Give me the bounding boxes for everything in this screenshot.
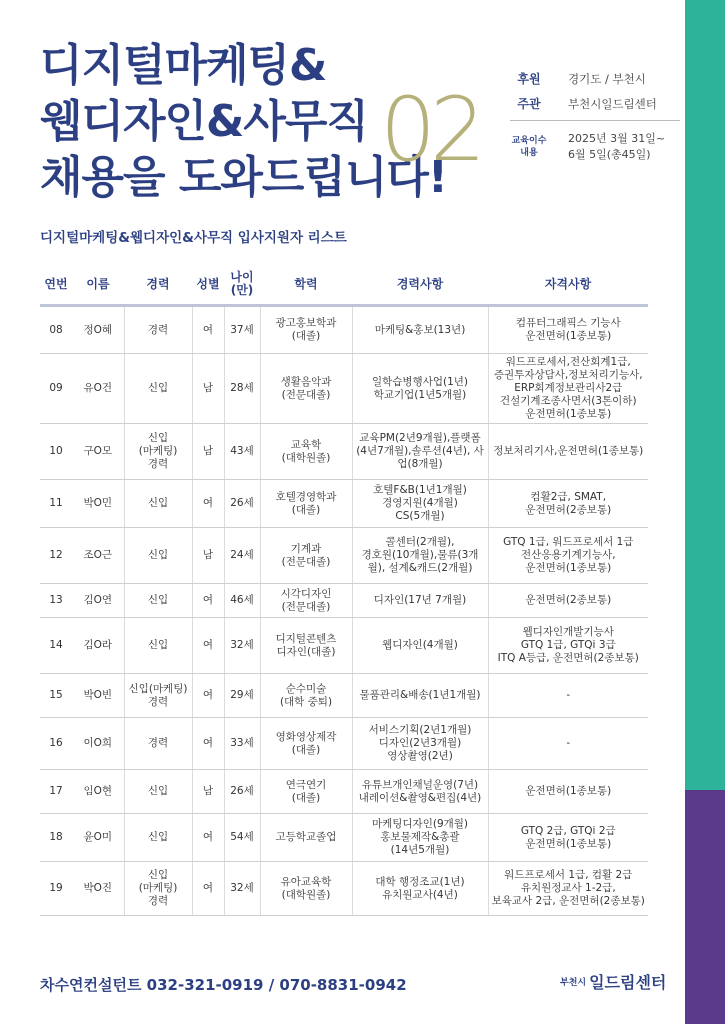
period-value	[548, 131, 680, 163]
cell-experience-line: 교육PM(2년9개월),플랫폼	[359, 432, 481, 444]
cell-education	[260, 814, 352, 862]
cell-education-line: (대졸)	[291, 503, 321, 516]
side-bar-purple	[685, 790, 725, 1024]
cell-experience-line: 웹디자인(4개월)	[382, 639, 458, 651]
cell-experience-line: 대학 행정조교(1년)	[375, 875, 465, 888]
cell-experience-line: 일학습병행사업(1년)	[371, 375, 469, 388]
table-row	[40, 618, 648, 674]
logo-city: 부천시	[560, 978, 587, 988]
issue-number: 02	[380, 78, 480, 181]
cell-experience-line: (4년7개월),솔루션(4년), 사	[356, 445, 484, 457]
sponsor-label: 후원	[517, 72, 541, 86]
cell-education	[260, 584, 352, 618]
cell-certs-line: 컴활2급, SMAT,	[530, 490, 607, 503]
cell-gender: 여	[192, 718, 224, 770]
cell-education-line: (전문대졸)	[281, 388, 331, 401]
table-body	[40, 306, 648, 916]
header-certs: 자격사항	[488, 264, 648, 306]
cell-career-line: 신입	[147, 831, 169, 843]
cell-experience	[352, 528, 488, 584]
logo-name: 일드림센터	[589, 973, 667, 992]
cell-no: 19	[40, 862, 72, 916]
cell-name: 임O현	[72, 770, 124, 814]
table-row	[40, 584, 648, 618]
cell-gender: 여	[192, 480, 224, 528]
cell-career-line: 경력	[147, 895, 169, 907]
cell-name: 박O진	[72, 862, 124, 916]
cell-education-line: 연극연기	[285, 778, 327, 791]
cell-certs	[488, 424, 648, 480]
cell-career	[124, 618, 192, 674]
cell-career-line: 경력	[147, 323, 169, 336]
cell-experience-line: 홍보물제작&총괄	[380, 831, 460, 843]
cell-experience	[352, 674, 488, 718]
cell-certs-line: 유치원정교사 1-2급,	[520, 882, 616, 894]
title-line-2: 웹디자인&사무직	[40, 96, 368, 147]
table-row	[40, 814, 648, 862]
cell-name: 조O근	[72, 528, 124, 584]
cell-education	[260, 718, 352, 770]
cell-experience-line: 유튜브개인채널운영(7년)	[361, 778, 479, 791]
cell-certs-line: 증권투자상담사,정보처리기능사,	[493, 369, 643, 381]
cell-gender: 여	[192, 862, 224, 916]
cell-experience-line: (14년5개월)	[390, 844, 450, 856]
cell-education-line: (전문대졸)	[281, 555, 331, 568]
applicant-table	[40, 264, 648, 916]
cell-experience-line: 서비스기획(2년1개월)	[368, 724, 472, 736]
cell-gender: 남	[192, 424, 224, 480]
cell-career	[124, 770, 192, 814]
cell-education-line: 기계과	[290, 542, 322, 555]
cell-gender: 남	[192, 770, 224, 814]
cell-career-line: 경력	[147, 695, 169, 708]
cell-no: 17	[40, 770, 72, 814]
cell-career-line: 신입	[147, 869, 169, 881]
table-row	[40, 424, 648, 480]
cell-certs-line: 워드프로세서,전산회계1급,	[505, 356, 631, 368]
cell-experience-line: 디자인(17년 7개월)	[373, 594, 467, 606]
cell-certs	[488, 480, 648, 528]
cell-experience	[352, 718, 488, 770]
cell-certs-line: -	[566, 737, 571, 749]
cell-education-line: (대학원졸)	[281, 451, 331, 464]
header-name: 이름	[72, 264, 124, 306]
cell-gender: 여	[192, 584, 224, 618]
cell-no: 14	[40, 618, 72, 674]
cell-career-line: 신입	[147, 382, 169, 394]
cell-certs-line: -	[566, 689, 571, 701]
cell-experience-line: 학교기업(1년5개월)	[373, 388, 467, 401]
cell-certs-line: 건설기계조종사면서(3톤이하)	[499, 395, 637, 407]
cell-education	[260, 528, 352, 584]
cell-education-line: (대학원졸)	[281, 888, 331, 901]
cell-certs-line: GTQ 1급, 워드프로세서 1급	[503, 536, 634, 548]
cell-certs-line: 정보처리기사,운전면허(1종보통)	[493, 445, 644, 457]
table-row	[40, 480, 648, 528]
cell-certs	[488, 528, 648, 584]
table-header	[40, 264, 648, 306]
cell-education-line: (대졸)	[291, 743, 321, 756]
cell-education-line: 디지털콘텐츠	[275, 632, 337, 645]
cell-career	[124, 480, 192, 528]
cell-career-line: 신입	[147, 594, 169, 606]
cell-experience	[352, 354, 488, 424]
cell-certs-line: 운전면허(1종보통)	[525, 837, 612, 850]
cell-experience-line: 업(8개월)	[397, 458, 443, 470]
cell-career	[124, 584, 192, 618]
cell-education-line: (대학 중퇴)	[279, 695, 333, 708]
cell-certs	[488, 718, 648, 770]
table-row	[40, 718, 648, 770]
cell-career	[124, 718, 192, 770]
table-row	[40, 354, 648, 424]
period-value-line-2: 6월 5일(총45일)	[568, 148, 651, 161]
cell-certs-line: 운전면허(1종보통)	[525, 785, 612, 797]
cell-career-line: (마케팅)	[138, 445, 178, 457]
cell-education-line: 고등학교졸업	[275, 831, 337, 843]
cell-education	[260, 770, 352, 814]
cell-education-line: (대졸)	[291, 330, 321, 342]
cell-experience	[352, 618, 488, 674]
title-line-1: 디지털마케팅&	[40, 40, 327, 91]
cell-certs	[488, 770, 648, 814]
cell-experience-line: 경호원(10개월),물류(3개	[361, 549, 479, 561]
cell-certs	[488, 354, 648, 424]
cell-no: 10	[40, 424, 72, 480]
cell-no: 18	[40, 814, 72, 862]
cell-certs	[488, 674, 648, 718]
cell-name: 구O모	[72, 424, 124, 480]
cell-career-line: 경력	[147, 458, 169, 470]
sponsor-value: 경기도 / 부천시	[568, 71, 646, 86]
cell-certs-line: ERP회계정보관리사2급	[514, 382, 623, 394]
cell-age: 33세	[224, 718, 260, 770]
cell-certs-line: 워드프로세서 1급, 컴활 2급	[504, 869, 633, 881]
cell-career	[124, 814, 192, 862]
header-career: 경력	[124, 264, 192, 306]
table-row	[40, 770, 648, 814]
table-row	[40, 528, 648, 584]
cell-certs-line: 운전면허(1종보통)	[525, 330, 612, 342]
host-label: 주관	[517, 97, 541, 111]
title-line-3: 채용을 도와드립니다!	[40, 152, 447, 203]
cell-gender: 여	[192, 814, 224, 862]
period-label-line-1: 교육이수	[511, 136, 547, 146]
cell-career-line: 신입	[147, 785, 169, 797]
cell-age: 54세	[224, 814, 260, 862]
cell-gender: 여	[192, 306, 224, 354]
cell-experience-line: 콜센터(2개월),	[385, 536, 455, 548]
cell-gender: 남	[192, 528, 224, 584]
period-label-line-2: 내용	[520, 148, 538, 158]
cell-education	[260, 480, 352, 528]
period-row	[510, 120, 680, 167]
cell-name: 윤O미	[72, 814, 124, 862]
cell-career-line: 경력	[147, 737, 169, 749]
cell-certs-line: 운전면허(1종보통)	[525, 562, 612, 574]
cell-education	[260, 862, 352, 916]
cell-experience-line: 호텔F&B(1년1개월)	[373, 484, 467, 496]
cell-experience	[352, 306, 488, 354]
cell-age: 26세	[224, 770, 260, 814]
cell-age: 46세	[224, 584, 260, 618]
period-value-line-1: 2025년 3월 31일~	[568, 132, 666, 145]
cell-name: 정O혜	[72, 306, 124, 354]
cell-career-line: 신입(마케팅)	[128, 682, 188, 695]
cell-career	[124, 306, 192, 354]
cell-experience	[352, 862, 488, 916]
cell-career	[124, 528, 192, 584]
cell-age: 32세	[224, 862, 260, 916]
center-logo	[560, 970, 666, 993]
cell-experience-line: 유치원교사(4년)	[382, 888, 458, 901]
cell-no: 13	[40, 584, 72, 618]
cell-certs-line: 보육교사 2급, 운전면허(2종보통)	[491, 895, 645, 907]
cell-certs	[488, 814, 648, 862]
cell-name: 박O민	[72, 480, 124, 528]
cell-experience	[352, 770, 488, 814]
cell-education-line: 디자인(대졸)	[276, 645, 336, 658]
table-row	[40, 862, 648, 916]
cell-experience-line: 영상촬영(2년)	[387, 750, 453, 762]
cell-name: 김O라	[72, 618, 124, 674]
cell-no: 09	[40, 354, 72, 424]
cell-education	[260, 354, 352, 424]
cell-experience-line: 경영지원(4개월)	[382, 497, 458, 509]
cell-education-line: 생활음악과	[280, 375, 332, 388]
cell-certs-line: ITQ A등급, 운전면허(2종보통)	[497, 652, 639, 664]
cell-no: 12	[40, 528, 72, 584]
host-row	[510, 91, 680, 116]
cell-name: 김O연	[72, 584, 124, 618]
cell-career	[124, 424, 192, 480]
cell-career	[124, 354, 192, 424]
cell-education	[260, 618, 352, 674]
cell-experience-line: 내레이션&촬영&편집(4년)	[358, 791, 482, 804]
header-gender: 성별	[192, 264, 224, 306]
cell-experience	[352, 814, 488, 862]
cell-experience-line: 디자인(2년3개월)	[378, 737, 462, 749]
cell-name: 유O건	[72, 354, 124, 424]
host-value: 부천시일드림센터	[568, 96, 657, 111]
cell-name: 이O희	[72, 718, 124, 770]
cell-education-line: 교육학	[290, 438, 322, 451]
cell-certs	[488, 306, 648, 354]
cell-experience	[352, 480, 488, 528]
cell-education-line: 유아교육학	[280, 875, 332, 888]
cell-experience-line: CS(5개월)	[395, 510, 445, 522]
cell-education	[260, 306, 352, 354]
cell-education	[260, 424, 352, 480]
side-bar-teal	[685, 0, 725, 790]
header-education: 학력	[260, 264, 352, 306]
cell-age: 32세	[224, 618, 260, 674]
cell-education-line: 시각디자인	[280, 587, 332, 600]
cell-certs-line: 운전면허(1종보통)	[525, 408, 612, 420]
cell-no: 16	[40, 718, 72, 770]
cell-certs-line: 웹디자인개발기능사	[522, 626, 614, 638]
cell-gender: 남	[192, 354, 224, 424]
cell-certs	[488, 584, 648, 618]
cell-career	[124, 862, 192, 916]
cell-age: 37세	[224, 306, 260, 354]
cell-gender: 여	[192, 674, 224, 718]
cell-age: 29세	[224, 674, 260, 718]
cell-career-line: 신입	[147, 639, 169, 651]
header-age-line-1: 나이	[230, 270, 254, 284]
cell-experience	[352, 424, 488, 480]
cell-certs-line: 운전면허(2종보통)	[525, 594, 612, 606]
cell-experience-line: 마케팅디자인(9개월)	[371, 818, 469, 830]
cell-career	[124, 674, 192, 718]
cell-career-line: 신입	[147, 497, 169, 509]
table-row	[40, 674, 648, 718]
cell-certs-line: GTQ 2급, GTQi 2급	[520, 824, 616, 837]
cell-certs	[488, 618, 648, 674]
period-label	[510, 135, 548, 159]
cell-career-line: (마케팅)	[138, 882, 178, 894]
cell-certs-line: 컴퓨터그래픽스 기능사	[515, 317, 621, 329]
cell-age: 26세	[224, 480, 260, 528]
header-age-line-2: (만)	[230, 283, 254, 297]
cell-certs	[488, 862, 648, 916]
cell-age: 24세	[224, 528, 260, 584]
cell-certs-line: 전산응용기계기능사,	[520, 549, 616, 561]
cell-no: 15	[40, 674, 72, 718]
cell-career-line: 신입	[147, 549, 169, 561]
cell-education-line: (전문대졸)	[281, 600, 331, 613]
cell-education-line: 영화영상제작	[275, 730, 337, 743]
cell-education-line: 호텔경영학과	[275, 490, 337, 503]
cell-no: 11	[40, 480, 72, 528]
cell-education-line: 순수미술	[285, 682, 327, 695]
contact-footer: 차수연컨설턴트 032-321-0919 / 070-8831-0942	[40, 976, 407, 994]
cell-certs-line: GTQ 1급, GTQi 3급	[520, 639, 616, 651]
cell-experience-line: 물품관리&배송(1년1개월)	[359, 689, 481, 701]
cell-age: 28세	[224, 354, 260, 424]
table-row	[40, 306, 648, 354]
cell-name: 박O빈	[72, 674, 124, 718]
cell-no: 08	[40, 306, 72, 354]
cell-career-line: 신입	[147, 432, 169, 444]
cell-certs-line: 운전면허(2종보통)	[525, 503, 612, 516]
cell-experience	[352, 584, 488, 618]
cell-education	[260, 674, 352, 718]
cell-education-line: (대졸)	[291, 791, 321, 804]
cell-experience-line: 마케팅&홍보(13년)	[374, 323, 466, 336]
cell-age: 43세	[224, 424, 260, 480]
header-experience: 경력사항	[352, 264, 488, 306]
sponsor-row	[510, 66, 680, 91]
cell-gender: 여	[192, 618, 224, 674]
cell-experience-line: 월), 설계&캐드(2개월)	[367, 562, 473, 574]
list-subtitle: 디지털마케팅&웹디자인&사무직 입사지원자 리스트	[40, 230, 347, 246]
header-no: 연번	[40, 264, 72, 306]
header-age	[224, 264, 260, 306]
cell-education-line: 광고홍보학과	[275, 317, 337, 329]
program-info	[510, 66, 680, 167]
